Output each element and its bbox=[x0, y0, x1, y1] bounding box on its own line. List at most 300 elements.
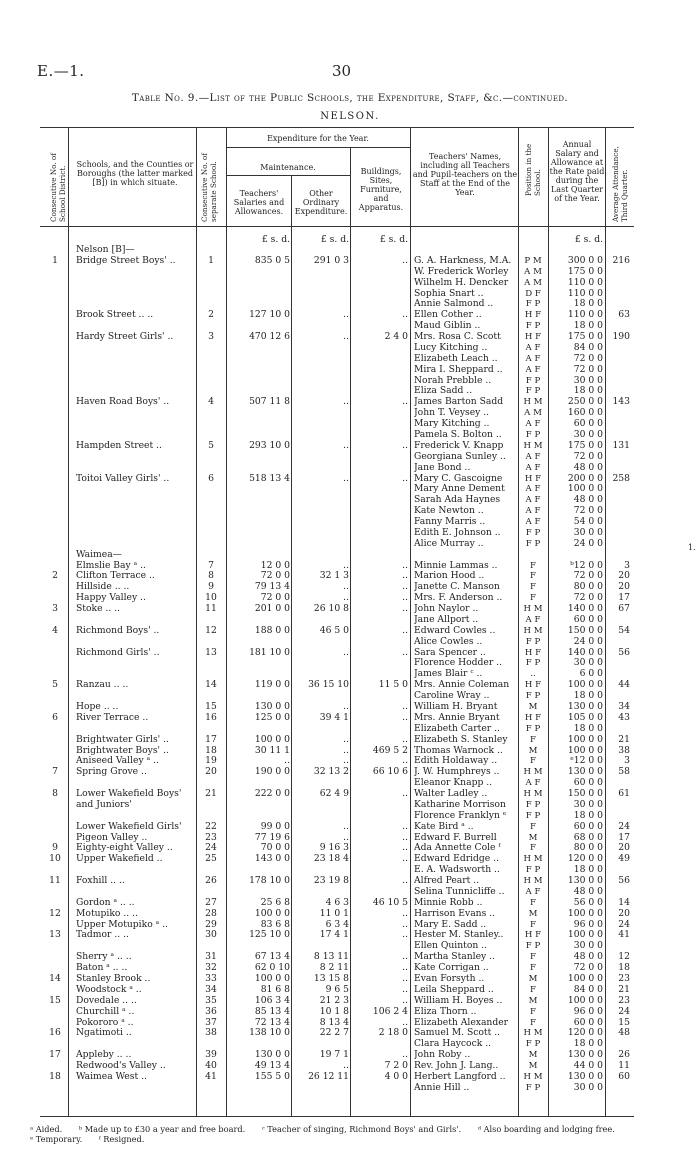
salaries-cell: 188 0 0 bbox=[254, 625, 290, 636]
annual-salary-cell: ᵉ12 0 0 bbox=[570, 756, 603, 767]
school-name-cell: Ranzau .. .. bbox=[76, 680, 129, 691]
teacher-name-cell: William H. Boyes .. bbox=[414, 995, 503, 1006]
annual-salary-cell: 18 0 0 bbox=[573, 691, 603, 702]
footnote: ᶜ Teacher of singing, Richmond Boys' and Girls'. bbox=[261, 1124, 462, 1134]
buildings-cell: .. bbox=[402, 908, 408, 919]
district-no-cell: 8 bbox=[52, 789, 58, 799]
separate-no-cell: 6 bbox=[208, 473, 214, 484]
other-expenditure-cell: .. bbox=[343, 582, 349, 593]
annual-salary-cell: 300 0 0 bbox=[567, 255, 603, 266]
other-expenditure-cell: 32 13 2 bbox=[313, 767, 349, 778]
annual-salary-cell: 72 0 0 bbox=[573, 593, 603, 604]
attendance-cell: 3 bbox=[624, 560, 630, 571]
school-name-cell: Hardy Street Girls' .. bbox=[76, 332, 174, 342]
salaries-cell: .. bbox=[284, 756, 290, 767]
annual-salary-cell: 100 0 0 bbox=[567, 930, 603, 941]
buildings-cell: .. bbox=[402, 702, 408, 712]
school-name-cell: River Terrace .. bbox=[76, 712, 149, 723]
teacher-name-cell: Katharine Morrison bbox=[414, 799, 506, 810]
attendance-cell: 20 bbox=[618, 571, 630, 582]
footnotes bbox=[30, 1124, 670, 1144]
salaries-cell: 222 0 0 bbox=[254, 789, 290, 799]
annual-salary-cell: 150 0 0 bbox=[567, 789, 603, 799]
other-expenditure-cell: .. bbox=[343, 832, 349, 843]
separate-no-cell: 31 bbox=[205, 952, 217, 963]
buildings-cell: .. bbox=[402, 756, 408, 767]
buildings-cell: 7 2 0 bbox=[384, 1061, 408, 1071]
col-divider bbox=[196, 127, 197, 1116]
school-name-cell: Lower Wakefield Boys' bbox=[76, 789, 182, 799]
annual-salary-cell: 130 0 0 bbox=[567, 876, 603, 886]
attendance-cell: 43 bbox=[618, 712, 630, 723]
buildings-cell: .. bbox=[402, 854, 408, 865]
col-divider bbox=[605, 127, 606, 1116]
attendance-cell: 60 bbox=[618, 1071, 630, 1082]
other-expenditure-cell: .. bbox=[343, 702, 349, 712]
annual-salary-cell: 160 0 0 bbox=[567, 408, 603, 419]
units-annual: £ s. d. bbox=[574, 235, 603, 245]
col-divider bbox=[518, 127, 519, 1116]
annual-salary-cell: 30 0 0 bbox=[573, 1082, 603, 1093]
salaries-cell: 25 6 8 bbox=[260, 897, 290, 908]
position-cell: F P bbox=[525, 691, 541, 702]
separate-no-cell: 4 bbox=[208, 397, 214, 408]
school-name-cell: Brightwater Boys' .. bbox=[76, 745, 169, 756]
teacher-name-cell: Caroline Wray .. bbox=[414, 691, 490, 702]
annual-salary-cell: 72 0 0 bbox=[573, 963, 603, 974]
teacher-name-cell: Mira I. Sheppard .. bbox=[414, 364, 503, 375]
region-heading: NELSON. bbox=[320, 111, 380, 122]
annual-salary-cell: 48 0 0 bbox=[573, 886, 603, 897]
teacher-name-cell: Minnie Robb .. bbox=[414, 897, 483, 908]
buildings-cell: .. bbox=[402, 571, 408, 582]
annual-salary-cell: ᵇ12 0 0 bbox=[570, 560, 603, 571]
salaries-cell: 72 13 4 bbox=[254, 1017, 290, 1028]
salaries-cell: 67 13 4 bbox=[254, 952, 290, 963]
annual-salary-cell: 60 0 0 bbox=[573, 821, 603, 832]
district-no-cell: 5 bbox=[52, 680, 58, 691]
attendance-cell: 216 bbox=[612, 255, 630, 266]
school-name-cell: Upper Wakefield .. bbox=[76, 854, 163, 865]
position-cell: F P bbox=[525, 430, 541, 440]
col-divider bbox=[68, 127, 69, 1116]
school-name-cell: Appleby .. .. bbox=[76, 1050, 132, 1061]
separate-no-cell: 7 bbox=[208, 560, 214, 571]
salaries-cell: 293 10 0 bbox=[249, 440, 290, 451]
position-cell: F P bbox=[525, 723, 541, 734]
other-expenditure-cell: .. bbox=[343, 1061, 349, 1071]
position-cell: A F bbox=[525, 353, 541, 364]
annual-salary-cell: 130 0 0 bbox=[567, 767, 603, 778]
annual-salary-cell: 110 0 0 bbox=[567, 277, 603, 288]
position-cell: F P bbox=[525, 1039, 541, 1050]
annual-salary-cell: 130 0 0 bbox=[567, 1071, 603, 1082]
units-other: £ s. d. bbox=[320, 235, 349, 245]
attendance-cell: 14 bbox=[618, 897, 630, 908]
annual-salary-cell: 56 0 0 bbox=[573, 897, 603, 908]
position-cell: F bbox=[530, 756, 536, 767]
salaries-cell: 470 12 6 bbox=[249, 332, 290, 342]
teacher-name-cell: John T. Veysey .. bbox=[414, 408, 490, 419]
attendance-cell: 56 bbox=[618, 647, 630, 658]
annual-salary-cell: 80 0 0 bbox=[573, 843, 603, 854]
separate-no-cell: 36 bbox=[205, 1006, 217, 1017]
salaries-cell: 181 10 0 bbox=[249, 647, 290, 658]
teacher-name-cell: Mary C. Gascoigne bbox=[414, 473, 503, 484]
school-name-cell: Sherry ᵃ .. .. bbox=[76, 952, 132, 963]
teacher-name-cell: Mrs. Rosa C. Scott bbox=[414, 332, 501, 342]
teacher-name-cell: Mary Kitching .. bbox=[414, 419, 490, 430]
district-no-cell: 6 bbox=[52, 712, 58, 723]
buildings-cell: .. bbox=[402, 625, 408, 636]
buildings-cell: .. bbox=[402, 919, 408, 930]
position-cell: H M bbox=[523, 440, 543, 451]
teacher-name-cell: Elizabeth Carter .. bbox=[414, 723, 500, 734]
other-expenditure-cell: 11 0 1 bbox=[319, 908, 349, 919]
attendance-cell: 20 bbox=[618, 843, 630, 854]
other-expenditure-cell: 23 19 8 bbox=[313, 876, 349, 886]
teacher-name-cell: Minnie Lammas .. bbox=[414, 560, 498, 571]
other-expenditure-cell: .. bbox=[343, 734, 349, 745]
annual-salary-cell: 18 0 0 bbox=[573, 723, 603, 734]
teacher-name-cell: Edward Cowles .. bbox=[414, 625, 496, 636]
school-name-cell: Waimea— bbox=[76, 549, 122, 560]
separate-no-cell: 35 bbox=[205, 995, 217, 1006]
col-divider bbox=[548, 127, 549, 1116]
district-no-cell: 3 bbox=[52, 604, 58, 614]
salaries-cell: 72 0 0 bbox=[260, 593, 290, 604]
teacher-name-cell: Samuel M. Scott .. bbox=[414, 1028, 501, 1039]
margin-mark: 1. bbox=[688, 543, 696, 552]
teacher-name-cell: Leila Sheppard .. bbox=[414, 984, 494, 995]
buildings-cell: .. bbox=[402, 397, 408, 408]
teacher-name-cell: Selina Tunnicliffe .. bbox=[414, 886, 505, 897]
attendance-cell: 11 bbox=[618, 1061, 630, 1071]
teacher-name-cell: Evan Forsyth .. bbox=[414, 974, 485, 984]
position-cell: H F bbox=[524, 680, 542, 691]
separate-no-cell: 18 bbox=[205, 745, 217, 756]
school-name-cell: Brightwater Girls' .. bbox=[76, 734, 169, 745]
buildings-cell: .. bbox=[402, 1050, 408, 1061]
teacher-name-cell: Clara Haycock .. bbox=[414, 1039, 492, 1050]
separate-no-cell: 1 bbox=[208, 255, 214, 266]
annual-salary-cell: 84 0 0 bbox=[573, 342, 603, 353]
annual-salary-cell: 140 0 0 bbox=[567, 647, 603, 658]
annual-salary-cell: 68 0 0 bbox=[573, 832, 603, 843]
school-name-cell: Upper Motupiko ᵃ .. bbox=[76, 919, 168, 930]
other-expenditure-cell: .. bbox=[343, 647, 349, 658]
other-expenditure-cell: .. bbox=[343, 440, 349, 451]
attendance-cell: 38 bbox=[618, 745, 630, 756]
teacher-name-cell: Ada Annette Cole ᶠ bbox=[414, 843, 501, 854]
teacher-name-cell: Pamela S. Bolton .. bbox=[414, 430, 502, 440]
other-expenditure-cell: 36 15 10 bbox=[308, 680, 349, 691]
buildings-cell: .. bbox=[402, 712, 408, 723]
attendance-cell: 56 bbox=[618, 876, 630, 886]
separate-no-cell: 17 bbox=[205, 734, 217, 745]
attendance-cell: 44 bbox=[618, 680, 630, 691]
teacher-name-cell: Mrs. Annie Coleman bbox=[414, 680, 510, 691]
buildings-cell: 469 5 2 bbox=[372, 745, 408, 756]
position-cell: M bbox=[528, 995, 538, 1006]
separate-no-cell: 20 bbox=[205, 767, 217, 778]
other-expenditure-cell: 46 5 0 bbox=[319, 625, 349, 636]
salaries-cell: 201 0 0 bbox=[254, 604, 290, 614]
teacher-name-cell: Martha Stanley .. bbox=[414, 952, 495, 963]
footnote: ᵃ Aided. bbox=[30, 1124, 63, 1134]
annual-salary-cell: 30 0 0 bbox=[573, 430, 603, 440]
teacher-name-cell: Walter Ladley .. bbox=[414, 789, 488, 799]
other-expenditure-cell: 4 6 3 bbox=[325, 897, 349, 908]
annual-salary-cell: 18 0 0 bbox=[573, 386, 603, 397]
salaries-cell: 190 0 0 bbox=[254, 767, 290, 778]
annual-salary-cell: 60 0 0 bbox=[573, 419, 603, 430]
school-name-cell: Churchill ᵃ .. bbox=[76, 1006, 135, 1017]
annual-salary-cell: 24 0 0 bbox=[573, 538, 603, 549]
teacher-name-cell: Sarah Ada Haynes bbox=[414, 495, 501, 506]
separate-no-cell: 21 bbox=[205, 789, 217, 799]
expenditure-rule bbox=[226, 147, 410, 148]
annual-salary-cell: 110 0 0 bbox=[567, 310, 603, 321]
separate-no-cell: 38 bbox=[205, 1028, 217, 1039]
salaries-cell: 125 10 0 bbox=[249, 930, 290, 941]
annual-salary-cell: 44 0 0 bbox=[573, 1061, 603, 1071]
annual-salary-cell: 175 0 0 bbox=[567, 440, 603, 451]
separate-no-cell: 8 bbox=[208, 571, 214, 582]
school-name-cell: Haven Road Boys' .. bbox=[76, 397, 170, 408]
position-cell: F P bbox=[525, 386, 541, 397]
position-cell: F P bbox=[525, 799, 541, 810]
position-cell: M bbox=[528, 832, 538, 843]
position-cell: A M bbox=[524, 277, 542, 288]
header-school-names: Schools, and the Counties or Boroughs (the latter marked [B]) in which situate. bbox=[76, 160, 194, 187]
school-name-cell: Stoke .. .. bbox=[76, 604, 121, 614]
salaries-cell: 100 0 0 bbox=[254, 734, 290, 745]
salaries-cell: 178 10 0 bbox=[249, 876, 290, 886]
attendance-cell: 26 bbox=[618, 1050, 630, 1061]
separate-no-cell: 34 bbox=[205, 984, 217, 995]
position-cell: F bbox=[530, 843, 536, 854]
attendance-cell: 67 bbox=[618, 604, 630, 614]
position-cell: M bbox=[528, 974, 538, 984]
position-cell: F P bbox=[525, 527, 541, 538]
salaries-cell: 70 0 0 bbox=[260, 843, 290, 854]
annual-salary-cell: 72 0 0 bbox=[573, 506, 603, 517]
teacher-name-cell: Marion Hood .. bbox=[414, 571, 485, 582]
attendance-cell: 24 bbox=[618, 919, 630, 930]
teacher-name-cell: Elizabeth S. Stanley bbox=[414, 734, 508, 745]
school-name-cell: Hope .. .. bbox=[76, 702, 119, 712]
teacher-name-cell: Edith Holdaway .. bbox=[414, 756, 498, 767]
district-no-cell: 11 bbox=[49, 876, 61, 886]
salaries-cell: 100 0 0 bbox=[254, 908, 290, 919]
separate-no-cell: 22 bbox=[205, 821, 217, 832]
separate-no-cell: 39 bbox=[205, 1050, 217, 1061]
buildings-cell: 2 4 0 bbox=[384, 332, 408, 342]
position-cell: H M bbox=[523, 789, 543, 799]
position-cell: F P bbox=[525, 810, 541, 821]
position-cell: F bbox=[530, 984, 536, 995]
buildings-cell: 106 2 4 bbox=[372, 1006, 408, 1017]
header-top-rule bbox=[40, 127, 634, 128]
attendance-cell: 41 bbox=[618, 930, 630, 941]
annual-salary-cell: 84 0 0 bbox=[573, 984, 603, 995]
teacher-name-cell: Janette C. Manson bbox=[414, 582, 500, 593]
attendance-cell: 17 bbox=[618, 593, 630, 604]
other-expenditure-cell: 9 16 3 bbox=[319, 843, 349, 854]
teacher-name-cell: Harrison Evans .. bbox=[414, 908, 496, 919]
header-attendance: Average Attendance, Third Quarter. bbox=[611, 146, 629, 222]
buildings-cell: .. bbox=[402, 647, 408, 658]
salaries-cell: 507 11 8 bbox=[249, 397, 290, 408]
school-name-cell: Ngatimoti .. bbox=[76, 1028, 132, 1039]
header-maintenance: Maintenance. bbox=[260, 163, 316, 172]
school-name-cell: Toitoi Valley Girls' .. bbox=[76, 473, 170, 484]
position-cell: F bbox=[530, 963, 536, 974]
teacher-name-cell: E. A. Wadsworth .. bbox=[414, 865, 500, 876]
teacher-name-cell: Florence Franklyn ᵉ bbox=[414, 810, 507, 821]
separate-no-cell: 2 bbox=[208, 310, 214, 321]
other-expenditure-cell: .. bbox=[343, 821, 349, 832]
position-cell: .. bbox=[530, 669, 536, 680]
buildings-cell: 2 18 0 bbox=[378, 1028, 408, 1039]
teacher-name-cell: James Barton Sadd bbox=[414, 397, 504, 408]
teacher-name-cell: John Roby .. bbox=[414, 1050, 471, 1061]
salaries-cell: 49 13 4 bbox=[254, 1061, 290, 1071]
teacher-name-cell: Lucy Kitching .. bbox=[414, 342, 488, 353]
district-no-cell: 17 bbox=[49, 1050, 61, 1061]
attendance-cell: 190 bbox=[612, 332, 630, 342]
position-cell: H F bbox=[524, 647, 542, 658]
separate-no-cell: 25 bbox=[205, 854, 217, 865]
attendance-cell: 48 bbox=[618, 1028, 630, 1039]
other-expenditure-cell: 8 2 11 bbox=[319, 963, 349, 974]
annual-salary-cell: 60 0 0 bbox=[573, 614, 603, 625]
district-no-cell: 10 bbox=[49, 854, 61, 865]
buildings-cell: .. bbox=[402, 876, 408, 886]
other-expenditure-cell: .. bbox=[343, 756, 349, 767]
position-cell: F P bbox=[525, 375, 541, 386]
teacher-name-cell: Frederick V. Knapp bbox=[414, 440, 504, 451]
teacher-name-cell: Jane Allport .. bbox=[414, 614, 479, 625]
salaries-cell: 77 19 6 bbox=[254, 832, 290, 843]
position-cell: F bbox=[530, 1017, 536, 1028]
teacher-name-cell: Annie Salmond .. bbox=[414, 299, 494, 310]
position-cell: A F bbox=[525, 419, 541, 430]
annual-salary-cell: 72 0 0 bbox=[573, 364, 603, 375]
annual-salary-cell: 100 0 0 bbox=[567, 908, 603, 919]
attendance-cell: 20 bbox=[618, 582, 630, 593]
position-cell: H M bbox=[523, 397, 543, 408]
school-name-cell: Foxhill .. .. bbox=[76, 876, 125, 886]
buildings-cell: .. bbox=[402, 582, 408, 593]
attendance-cell: 21 bbox=[618, 734, 630, 745]
position-cell: F P bbox=[525, 636, 541, 647]
salaries-cell: 138 10 0 bbox=[249, 1028, 290, 1039]
attendance-cell: 18 bbox=[618, 963, 630, 974]
salaries-cell: 130 0 0 bbox=[254, 1050, 290, 1061]
attendance-cell: 143 bbox=[612, 397, 630, 408]
position-cell: H F bbox=[524, 473, 542, 484]
salaries-cell: 12 0 0 bbox=[260, 560, 290, 571]
district-no-cell: 9 bbox=[52, 843, 58, 854]
teacher-name-cell: G. A. Harkness, M.A. bbox=[414, 255, 512, 266]
position-cell: H F bbox=[524, 310, 542, 321]
teacher-name-cell: Georgiana Sunley .. bbox=[414, 451, 506, 462]
teacher-name-cell: Maud Giblin .. bbox=[414, 321, 481, 332]
annual-salary-cell: 100 0 0 bbox=[567, 974, 603, 984]
other-expenditure-cell: .. bbox=[343, 560, 349, 571]
teacher-name-cell: Eleanor Knapp .. bbox=[414, 778, 493, 789]
separate-no-cell: 33 bbox=[205, 974, 217, 984]
buildings-cell: .. bbox=[402, 473, 408, 484]
school-name-cell: Pigeon Valley .. bbox=[76, 832, 148, 843]
district-no-cell: 15 bbox=[49, 995, 61, 1006]
buildings-cell: .. bbox=[402, 963, 408, 974]
header-annual-salary: Annual Salary and Allowance at the Rate paid during the Last Quarter of the Year. bbox=[549, 140, 605, 203]
page-number: 30 bbox=[332, 62, 352, 80]
teacher-name-cell: Wilhelm H. Dencker bbox=[414, 277, 509, 288]
attendance-cell: 24 bbox=[618, 821, 630, 832]
salaries-cell: 155 5 0 bbox=[254, 1071, 290, 1082]
teacher-name-cell: Edward Edridge .. bbox=[414, 854, 500, 865]
annual-salary-cell: 48 0 0 bbox=[573, 495, 603, 506]
attendance-cell: 63 bbox=[618, 310, 630, 321]
attendance-cell: 258 bbox=[612, 473, 630, 484]
teacher-name-cell: Ellen Cother .. bbox=[414, 310, 482, 321]
annual-salary-cell: 72 0 0 bbox=[573, 571, 603, 582]
separate-no-cell: 10 bbox=[205, 593, 217, 604]
position-cell: A F bbox=[525, 886, 541, 897]
position-cell: F bbox=[530, 560, 536, 571]
teacher-name-cell: Ellen Quinton .. bbox=[414, 941, 488, 952]
teacher-name-cell: Elizabeth Leach .. bbox=[414, 353, 498, 364]
buildings-cell: .. bbox=[402, 843, 408, 854]
other-expenditure-cell: 291 0 3 bbox=[313, 255, 349, 266]
teacher-name-cell: Sophia Snart .. bbox=[414, 288, 484, 299]
position-cell: A M bbox=[524, 408, 542, 419]
separate-no-cell: 12 bbox=[205, 625, 217, 636]
units-buildings: £ s. d. bbox=[379, 235, 408, 245]
position-cell: A F bbox=[525, 462, 541, 473]
school-name-cell: Redwood's Valley .. bbox=[76, 1061, 166, 1071]
school-name-cell: Richmond Boys' .. bbox=[76, 625, 160, 636]
position-cell: A F bbox=[525, 506, 541, 517]
teacher-name-cell: Florence Hodder .. bbox=[414, 658, 502, 669]
other-expenditure-cell: 8 13 11 bbox=[313, 952, 349, 963]
other-expenditure-cell: 19 7 1 bbox=[319, 1050, 349, 1061]
separate-no-cell: 24 bbox=[205, 843, 217, 854]
header-teachers: Teachers' Names, including all Teachers and Pupil-teachers on the Staff at the End of the Year. bbox=[412, 152, 518, 197]
other-expenditure-cell: 21 2 3 bbox=[319, 995, 349, 1006]
annual-salary-cell: 48 0 0 bbox=[573, 952, 603, 963]
position-cell: A F bbox=[525, 495, 541, 506]
other-expenditure-cell: .. bbox=[343, 332, 349, 342]
separate-no-cell: 26 bbox=[205, 876, 217, 886]
attendance-cell: 17 bbox=[618, 832, 630, 843]
salaries-cell: 130 0 0 bbox=[254, 702, 290, 712]
district-no-cell: 7 bbox=[52, 767, 58, 778]
teacher-name-cell: Edward F. Burrell bbox=[414, 832, 497, 843]
school-name-cell: Woodstock ᵃ .. bbox=[76, 984, 142, 995]
position-cell: H M bbox=[523, 1071, 543, 1082]
separate-no-cell: 41 bbox=[205, 1071, 217, 1082]
teacher-name-cell: Edith E. Johnson .. bbox=[414, 527, 501, 538]
annual-salary-cell: 18 0 0 bbox=[573, 810, 603, 821]
separate-no-cell: 30 bbox=[205, 930, 217, 941]
salaries-cell: 72 0 0 bbox=[260, 571, 290, 582]
footnote: ᵈ Also boarding and lodging free. bbox=[477, 1124, 615, 1134]
